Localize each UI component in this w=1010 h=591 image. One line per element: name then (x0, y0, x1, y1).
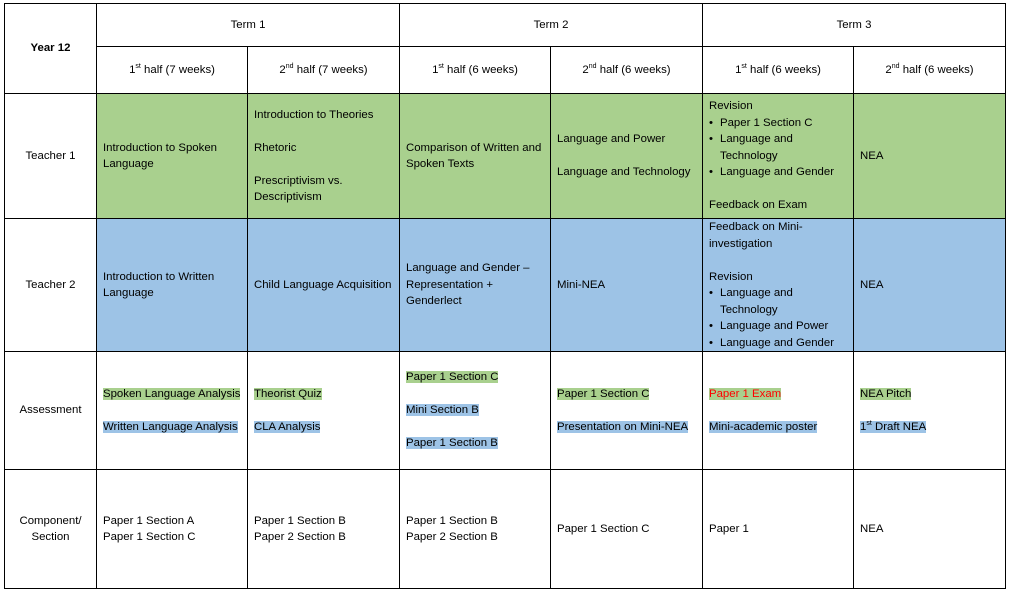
half-header: 1st half (6 weeks) (400, 47, 551, 94)
assessment-cell: Paper 1 Exam Mini-academic poster (703, 352, 854, 470)
teacher-2-revision-cell: Feedback on Mini-investigation Revision • Language and Technology • Language and Power • Language and Gender (703, 219, 854, 352)
curriculum-table (4, 3, 1006, 589)
teacher-2-cell: Introduction to Written Language (97, 219, 248, 352)
teacher-1-cell: NEA (854, 94, 1006, 219)
teacher-1-cell: Introduction to Spoken Language (97, 94, 248, 219)
teacher-2-row (5, 219, 1006, 352)
component-cell: NEA (854, 470, 1006, 589)
list-item: • Language and Technology (709, 285, 847, 318)
component-cell: Paper 1 Section B Paper 2 Section B (400, 470, 551, 589)
assessment-row (5, 352, 1006, 470)
assessment-cell: NEA Pitch 1st Draft NEA (854, 352, 1006, 470)
teacher-1-cell: Introduction to Theories Rhetoric Prescriptivism vs. Descriptivism (248, 94, 400, 219)
list-item: • Language and Gender (709, 335, 847, 352)
year-label: Year 12 (5, 4, 97, 94)
half-header: 2nd half (6 weeks) (551, 47, 703, 94)
half-header: 2nd half (7 weeks) (248, 47, 400, 94)
component-cell: Paper 1 (703, 470, 854, 589)
assessment-cell: Theorist Quiz CLA Analysis (248, 352, 400, 470)
assessment-cell: Spoken Language Analysis Written Language Analysis (97, 352, 248, 470)
assessment-cell: Paper 1 Section C Presentation on Mini-NEA (551, 352, 703, 470)
teacher-2-cell: NEA (854, 219, 1006, 352)
half-header: 2nd half (6 weeks) (854, 47, 1006, 94)
row-label: Teacher 1 (5, 94, 97, 219)
teacher-2-cell: Mini-NEA (551, 219, 703, 352)
assessment-cell: Paper 1 Section C Mini Section B Paper 1 Section B (400, 352, 551, 470)
term-3-header: Term 3 (703, 4, 1006, 47)
teacher-2-cell: Child Language Acquisition (248, 219, 400, 352)
list-item: • Language and Power (709, 318, 847, 335)
row-label: Component/ Section (5, 470, 97, 589)
component-row (5, 470, 1006, 589)
list-item: • Language and Gender (709, 164, 847, 181)
row-label: Assessment (5, 352, 97, 470)
component-cell: Paper 1 Section B Paper 2 Section B (248, 470, 400, 589)
row-label: Teacher 2 (5, 219, 97, 352)
teacher-1-cell: Comparison of Written and Spoken Texts (400, 94, 551, 219)
term-2-header: Term 2 (400, 4, 703, 47)
list-item: • Language and Technology (709, 131, 847, 164)
teacher-1-cell: Language and Power Language and Technology (551, 94, 703, 219)
term-1-header: Term 1 (97, 4, 400, 47)
half-header: 1st half (7 weeks) (97, 47, 248, 94)
list-item: • Paper 1 Section C (709, 115, 847, 132)
half-header: 1st half (6 weeks) (703, 47, 854, 94)
teacher-2-cell: Language and Gender – Representation + Genderlect (400, 219, 551, 352)
component-cell: Paper 1 Section C (551, 470, 703, 589)
teacher-1-row (5, 94, 1006, 219)
teacher-1-revision-cell: Revision • Paper 1 Section C • Language and Technology • Language and Gender Feedback on Exam (703, 94, 854, 219)
component-cell: Paper 1 Section A Paper 1 Section C (97, 470, 248, 589)
